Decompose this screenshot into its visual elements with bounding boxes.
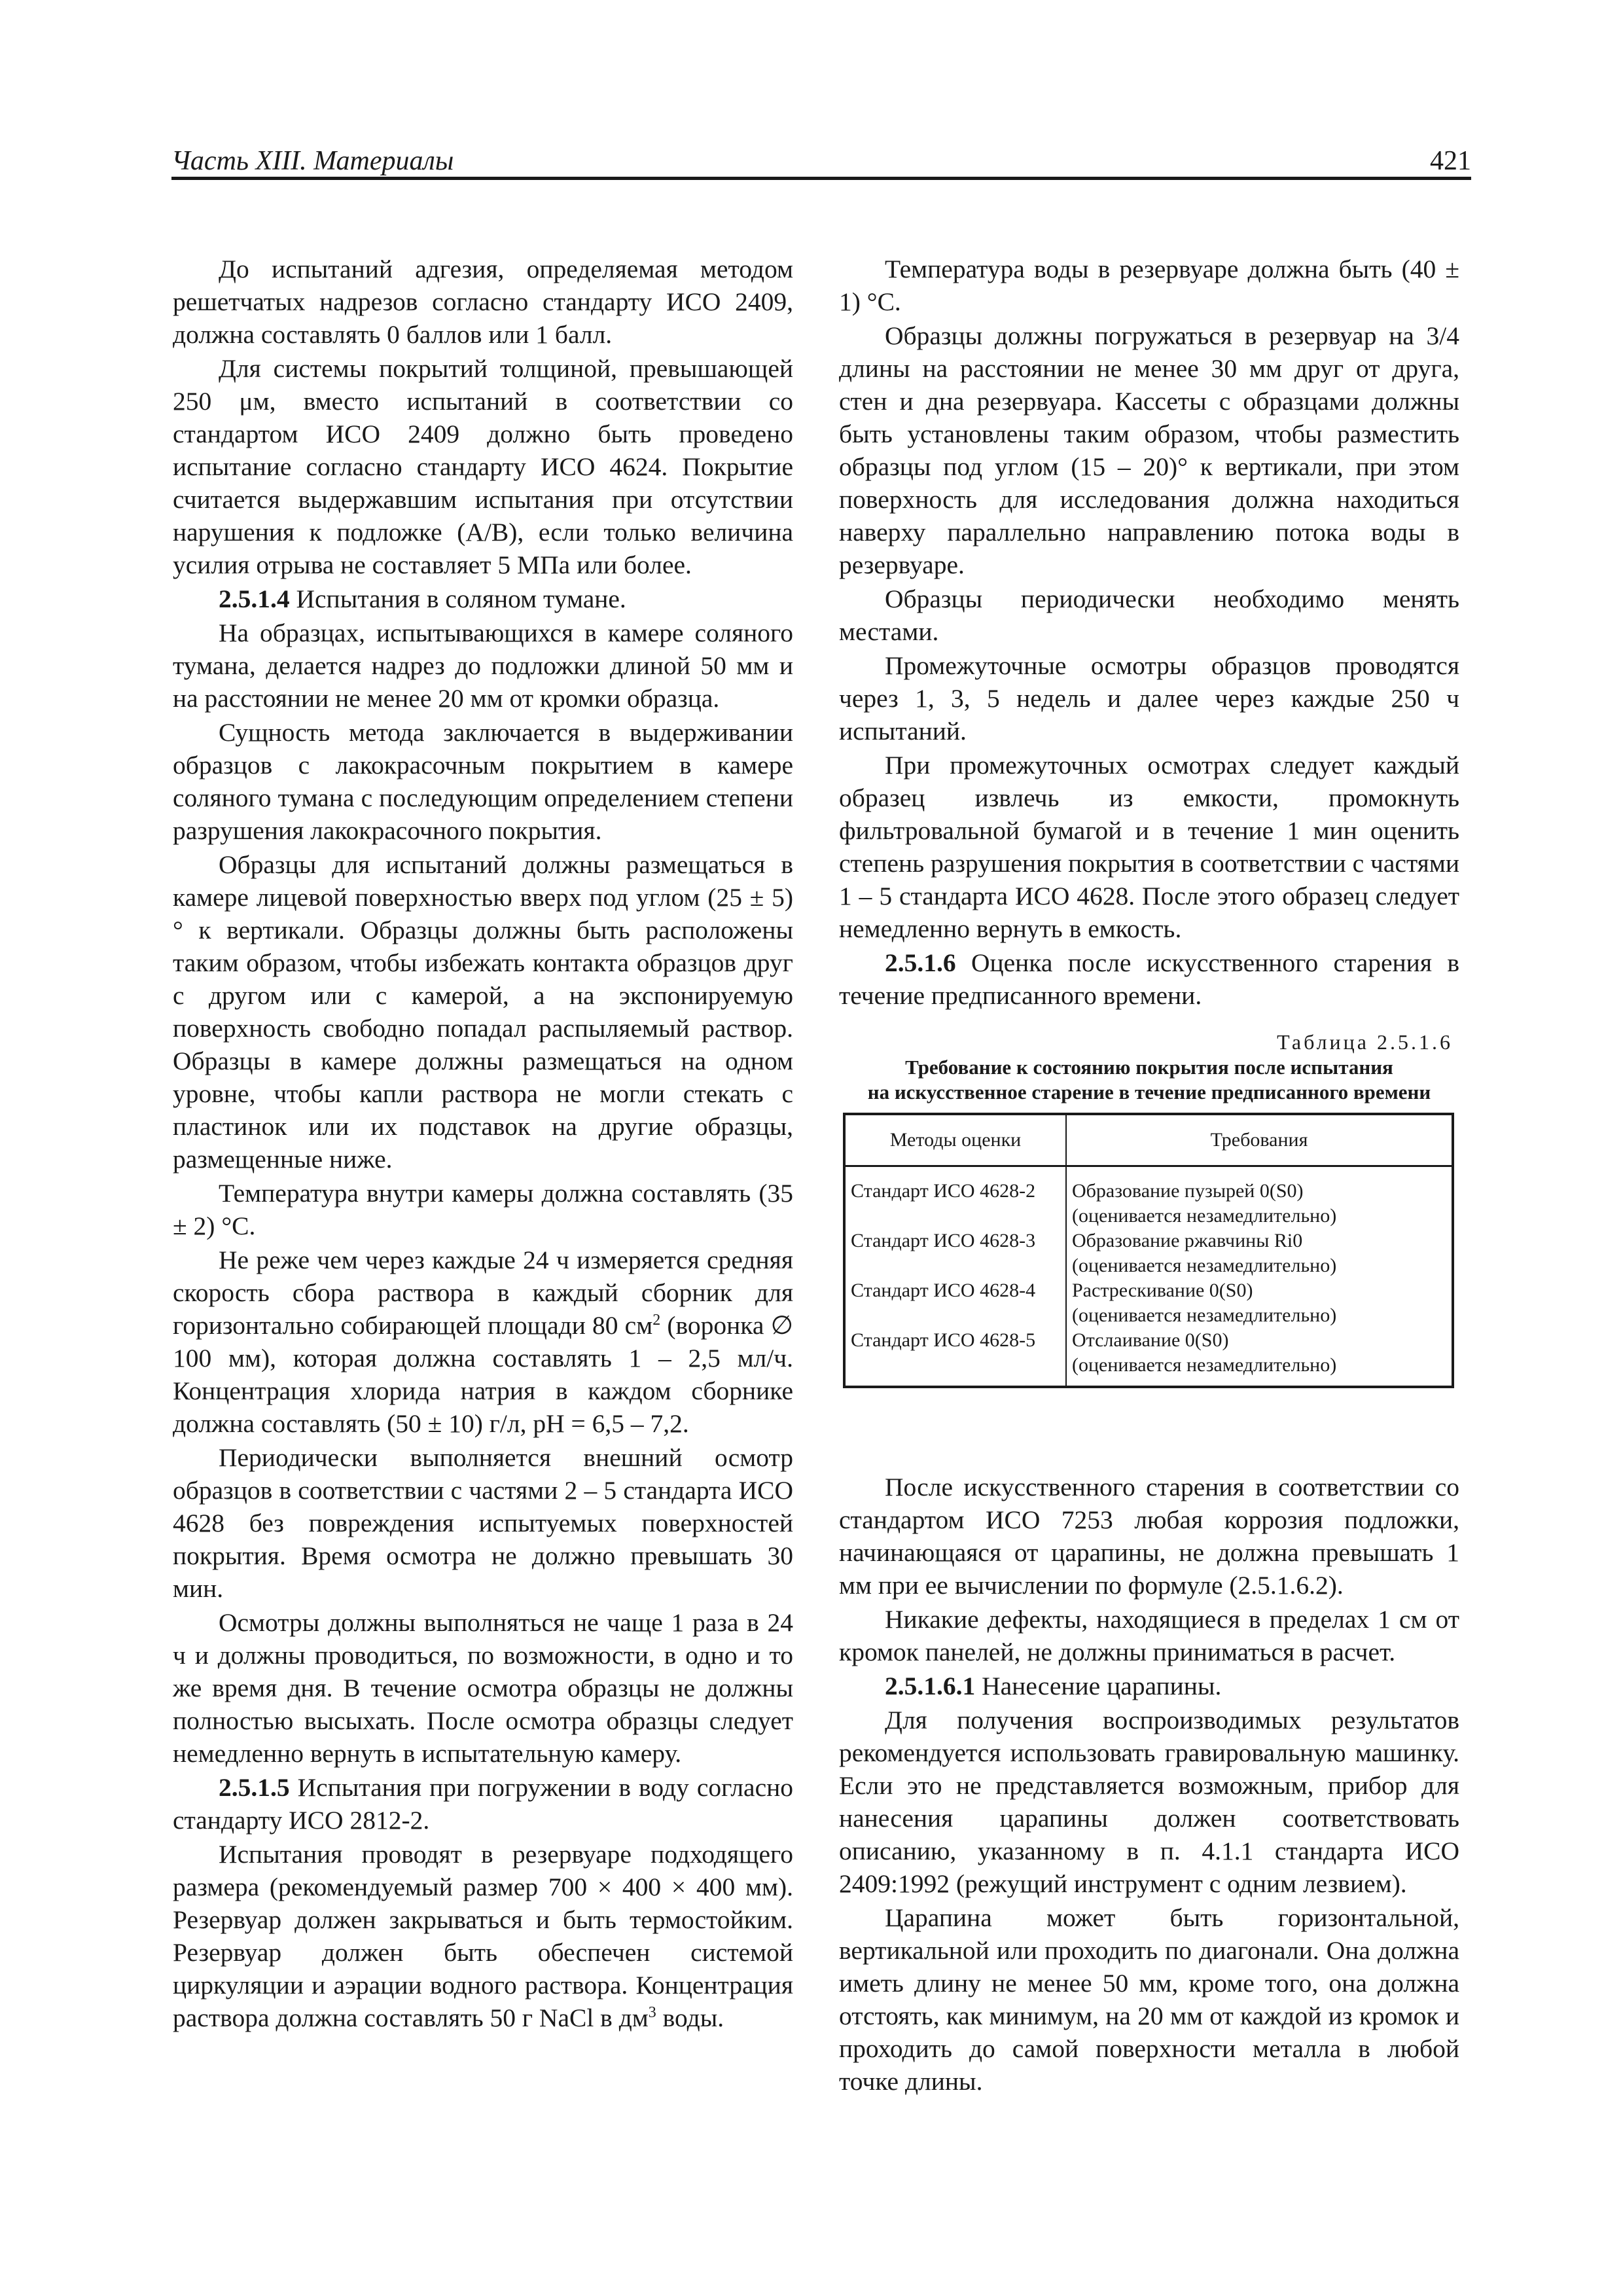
paragraph (173, 1244, 793, 1440)
table-caption-line: на искусственное старение в течение предписанного времени (867, 1081, 1431, 1103)
column-header: Методы оценки (844, 1114, 1066, 1166)
running-title: Часть XIII. Материалы (171, 146, 454, 176)
paragraph (173, 1838, 793, 2034)
table-caption-line: Требование к состоянию покрытия после испытания (905, 1056, 1393, 1079)
section-heading (839, 946, 1459, 1012)
section-heading (173, 583, 793, 615)
requirement-cell (1066, 1166, 1453, 1229)
requirement-note: (оценивается незамедлительно) (1072, 1304, 1337, 1326)
paragraph: Образцы для испытаний должны размещаться в камере лицевой поверхностью вверх под углом (25 ± 5)° к вертикали. Образцы должны быть расположены таким образом, чтобы избежать контакта образцов друг с другом или с камерой, а на экспонируемую поверхность свободно попадал распыляемый раствор. Образцы в камере должны размещаться на одном уровне, чтобы капли раствора не могли стекать с пластинок или их подставок на другие образцы, размещенные ниже. (173, 850, 793, 1174)
section-heading (839, 1670, 1459, 1702)
page-number: 421 (1430, 146, 1471, 176)
paragraph: Промежуточные осмотры образцов проводятся через 1, 3, 5 недель и далее через каждые 250 ч испытаний. (839, 651, 1459, 745)
requirement-note: (оценивается незамедлительно) (1072, 1255, 1337, 1276)
paragraph: При промежуточных осмотрах следует каждый образец извлечь из емкости, промокнуть фильтровальной бумагой и в течение 1 мин оценить степень разрушения покрытия в соответствии с частями 1 – 5 стандарта ИСО 4628. После этого образец следует немедленно вернуть в емкость. (839, 751, 1459, 943)
section-title: Оценка после искусственного старения в течение предписанного времени. (839, 948, 1459, 1010)
page-header (171, 143, 1471, 179)
paragraph-text: (воронка ∅ 100 мм), которая должна составлять 1 – 2,5 мл/ч. Концентрация хлорида натрия в каждом сборнике должна составлять (50 ± 10) г/л, pH = 6,5 – 7,2. (173, 1311, 793, 1438)
requirement-cell (1066, 1278, 1453, 1328)
paragraph: Образцы должны погружаться в резервуар на 3/4 длины на расстоянии не менее 30 мм друг от друга, стен и дна резервуара. Кассеты с образцами должны быть установлены таким образом, чтобы разместить образцы под углом (15 – 20)° к вертикали, при этом поверхность для исследования должна находиться наверху параллельно направлению потока воды в резервуаре. (839, 321, 1459, 579)
paragraph: Для получения воспроизводимых результатов рекомендуется использовать гравировальную машинку. Если это не представляется возможным, прибор для нанесения царапины должен соответствовать описанию, указанному в п. 4.1.1 стандарта ИСО 2409:1992 (режущий инструмент с одним лезвием). (839, 1706, 1459, 1898)
column-header: Требования (1066, 1114, 1453, 1166)
section-number: 2.5.1.6.1 (885, 1672, 976, 1700)
paragraph-text: Испытания проводят в резервуаре подходящего размера (рекомендуемый размер 700 × 400 × 400 мм). Резервуар должен закрываться и быть термостойким. Резервуар должен быть обеспечен системой циркуляции и аэрации водного раствора. Концентрация раствора должна составлять 50 г NaCl в дм (173, 1840, 793, 2032)
requirement-note: (оценивается незамедлительно) (1072, 1205, 1337, 1227)
method-cell: Стандарт ИСО 4628-4 (844, 1278, 1066, 1328)
requirement-note: (оценивается незамедлительно) (1072, 1354, 1337, 1376)
header-rule (171, 177, 1471, 180)
requirements-table (843, 1113, 1454, 1388)
requirement-text: Образование пузырей 0(S0) (1072, 1180, 1304, 1202)
section-title: Нанесение царапины. (975, 1672, 1222, 1700)
superscript: 2 (652, 1311, 661, 1329)
method-cell: Стандарт ИСО 4628-5 (844, 1328, 1066, 1387)
superscript: 3 (648, 2003, 656, 2021)
section-title: Испытания при погружении в воду согласно стандарту ИСО 2812-2. (173, 1773, 793, 1835)
paragraph: Для системы покрытий толщиной, превышающей 250 μм, вместо испытаний в соответствии со стандартом ИСО 2409 должно быть проведено испытание согласно стандарту ИСО 4624. Покрытие считается выдержавшим испытания при отсутствии нарушения к подложке (A/B), если только величина усилия отрыва не составляет 5 МПа или более. (173, 354, 793, 579)
right-column (839, 253, 1459, 2099)
paragraph-text: воды. (656, 2003, 724, 2032)
table-row (844, 1328, 1453, 1387)
table-row (844, 1166, 1453, 1229)
paragraph: Царапина может быть горизонтальной, вертикальной или проходить по диагонали. Она должна иметь длину не менее 50 мм, кроме того, она должна отстоять, как минимум, на 20 мм от каждой из кромок и проходить до самой поверхности металла в любой точке длины. (839, 1903, 1459, 2096)
table-caption (839, 1055, 1459, 1105)
left-column (173, 253, 793, 2036)
requirement-cell (1066, 1328, 1453, 1387)
requirement-text: Отслаивание 0(S0) (1072, 1329, 1229, 1351)
paragraph-text: Не реже чем через каждые 24 ч измеряется средняя скорость сбора раствора в каждый сборник для горизонтально собирающей площади 80 см (173, 1246, 793, 1340)
table-header-row (844, 1114, 1453, 1166)
paragraph: До испытаний адгезия, определяемая методом решетчатых надрезов согласно стандарту ИСО 2409, должна составлять 0 баллов или 1 балл. (173, 255, 793, 349)
paragraph: На образцах, испытывающихся в камере соляного тумана, делается надрез до подложки длиной 50 мм и на расстоянии не менее 20 мм от кромки образца. (173, 619, 793, 713)
paragraph: После искусственного старения в соответствии со стандартом ИСО 7253 любая коррозия подложки, начинающаяся от царапины, не должна превышать 1 мм при ее вычислении по формуле (2.5.1.6.2). (839, 1473, 1459, 1600)
table-row (844, 1278, 1453, 1328)
paragraph: Температура внутри камеры должна составлять (35 ± 2) °С. (173, 1179, 793, 1240)
method-cell: Стандарт ИСО 4628-3 (844, 1229, 1066, 1278)
table-label: Таблица 2.5.1.6 (1277, 1030, 1453, 1054)
method-cell: Стандарт ИСО 4628-2 (844, 1166, 1066, 1229)
paragraph: Осмотры должны выполняться не чаще 1 раза в 24 ч и должны проводиться, по возможности, в одно и то же время дня. В течение осмотра образцы не должны полностью высыхать. После осмотра образцы следует немедленно вернуть в испытательную камеру. (173, 1608, 793, 1768)
requirement-cell (1066, 1229, 1453, 1278)
paragraph: Никакие дефекты, находящиеся в пределах 1 см от кромок панелей, не должны приниматься в расчет. (839, 1605, 1459, 1666)
requirements-table-block (839, 1029, 1459, 1388)
section-title: Испытания в соляном тумане. (289, 584, 626, 613)
section-number: 2.5.1.6 (885, 948, 956, 977)
section-number: 2.5.1.5 (219, 1773, 290, 1802)
paragraph: Образцы периодически необходимо менять местами. (839, 584, 1459, 646)
table-row (844, 1229, 1453, 1278)
requirement-text: Растрескивание 0(S0) (1072, 1280, 1253, 1301)
section-number: 2.5.1.4 (219, 584, 290, 613)
section-heading (173, 1771, 793, 1837)
paragraph: Сущность метода заключается в выдерживании образцов с лакокрасочным покрытием в камере соляного тумана с последующим определением степени разрушения лакокрасочного покрытия. (173, 718, 793, 845)
requirement-text: Образование ржавчины Ri0 (1072, 1230, 1303, 1251)
paragraph: Температура воды в резервуаре должна быть (40 ± 1) °С. (839, 255, 1459, 316)
paragraph: Периодически выполняется внешний осмотр образцов в соответствии с частями 2 – 5 стандарта ИСО 4628 без повреждения испытуемых поверхностей покрытия. Время осмотра не должно превышать 30 мин. (173, 1443, 793, 1603)
